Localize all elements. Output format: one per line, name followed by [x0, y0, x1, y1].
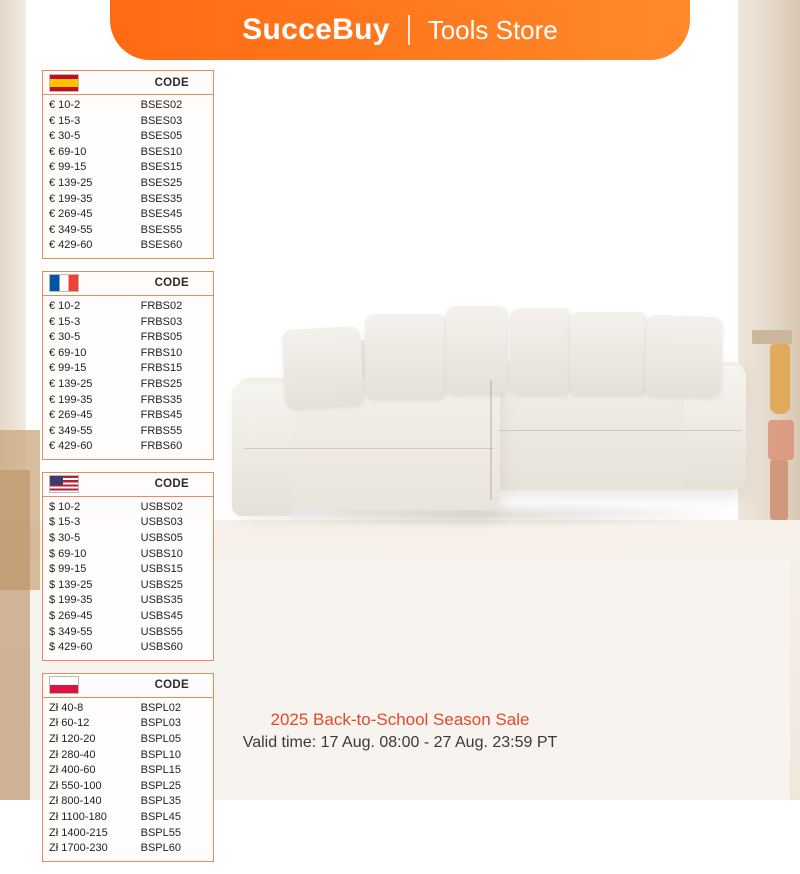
coupon-row	[43, 578, 213, 594]
coupon-amount: € 139-25	[49, 377, 93, 390]
coupon-code: BSES02	[140, 99, 183, 111]
coupon-code: USBS25	[140, 578, 183, 591]
coupon-amount: Zł 280-40	[49, 748, 96, 761]
coupon-amount: € 269-45	[49, 208, 93, 221]
sale-valid-time: Valid time: 17 Aug. 08:00 - 27 Aug. 23:59 PT	[242, 734, 558, 751]
coupon-code: FRBS25	[140, 377, 183, 390]
coupon-code: USBS05	[140, 532, 183, 545]
coupon-code: BSPL45	[140, 810, 181, 823]
coupon-code: FRBS15	[140, 362, 183, 375]
coupon-code: BSPL10	[140, 748, 181, 761]
coupon-amount: Zł 550-100	[49, 779, 102, 792]
header-divider	[408, 15, 410, 45]
coupon-amount: € 30-5	[49, 130, 81, 143]
coupon-code: BSES03	[140, 114, 183, 127]
coupon-rows	[43, 95, 213, 258]
coupon-tables-column	[42, 70, 214, 874]
coupon-amount: $ 199-35	[49, 594, 93, 607]
coupon-amount: € 69-10	[49, 346, 87, 359]
coupon-row	[43, 593, 213, 609]
coupon-amount: € 15-3	[49, 114, 81, 127]
coupon-row	[43, 223, 213, 239]
coupon-amount: € 99-15	[49, 161, 87, 174]
coupon-row	[43, 779, 213, 795]
coupon-row	[43, 439, 213, 455]
coupon-row	[43, 129, 213, 145]
flag-usa-icon	[49, 475, 79, 493]
coupon-code: FRBS55	[140, 424, 183, 437]
coupon-row	[43, 114, 213, 130]
sofa-cushion	[446, 306, 508, 394]
coupon-amount: Zł 1700-230	[49, 842, 108, 855]
coupon-amount: Zł 400-60	[49, 764, 96, 777]
coupon-row	[43, 810, 213, 826]
flag-france-icon	[49, 274, 79, 292]
coupon-amount: $ 349-55	[49, 625, 93, 638]
sofa-seam	[490, 380, 492, 500]
coupon-amount: $ 269-45	[49, 610, 93, 623]
coupon-row	[43, 500, 213, 516]
background-decor-vase-icon	[770, 344, 790, 414]
coupon-row	[43, 625, 213, 641]
coupon-code: FRBS35	[140, 393, 183, 406]
coupon-row	[43, 346, 213, 362]
coupon-row	[43, 192, 213, 208]
coupon-row	[43, 763, 213, 779]
coupon-code: USBS02	[140, 500, 183, 513]
coupon-row	[43, 98, 213, 114]
coupon-amount: € 30-5	[49, 331, 81, 344]
header-banner	[110, 0, 690, 60]
coupon-row	[43, 424, 213, 440]
coupon-amount: € 269-45	[49, 409, 93, 422]
coupon-row	[43, 562, 213, 578]
coupon-row	[43, 408, 213, 424]
coupon-row	[43, 207, 213, 223]
coupon-code: FRBS45	[140, 409, 183, 422]
coupon-table-header	[43, 674, 213, 698]
coupon-amount: $ 99-15	[49, 563, 87, 576]
coupon-amount: € 99-15	[49, 362, 87, 375]
coupon-code: BSPL60	[140, 842, 181, 855]
sofa-cushion	[645, 315, 724, 398]
coupon-rows	[43, 497, 213, 660]
sofa-seam	[244, 448, 494, 449]
coupon-amount: $ 15-3	[49, 516, 81, 529]
coupon-code: FRBS05	[140, 331, 183, 344]
coupon-row	[43, 826, 213, 842]
coupon-code-header: CODE	[154, 277, 189, 290]
coupon-code: FRBS60	[140, 440, 183, 453]
flag-poland-icon	[49, 676, 79, 694]
coupon-code: FRBS02	[140, 299, 183, 312]
coupon-code: BSES35	[140, 192, 183, 205]
background-shelf	[752, 330, 792, 344]
coupon-code: BSPL15	[140, 764, 181, 777]
sofa-seam	[498, 430, 742, 431]
coupon-row	[43, 145, 213, 161]
coupon-amount: Zł 800-140	[49, 795, 102, 808]
coupon-code: BSPL25	[140, 779, 181, 792]
flag-spain-icon	[49, 74, 79, 92]
coupon-table-header	[43, 71, 213, 95]
coupon-row	[43, 609, 213, 625]
coupon-code: BSES60	[140, 239, 183, 252]
coupon-amount: € 10-2	[49, 299, 81, 312]
coupon-code: BSPL02	[140, 701, 181, 714]
background-decor-bottle-icon	[770, 460, 788, 520]
coupon-code: BSPL55	[140, 826, 181, 839]
coupon-row	[43, 794, 213, 810]
coupon-amount: € 139-25	[49, 176, 93, 189]
coupon-code: USBS15	[140, 563, 183, 576]
coupon-amount: € 10-2	[49, 99, 81, 111]
coupon-table-poland	[42, 673, 214, 862]
product-image-sofa	[232, 280, 752, 540]
coupon-code: USBS10	[140, 547, 183, 560]
coupon-code: BSES55	[140, 223, 183, 236]
coupon-code: BSES05	[140, 130, 183, 143]
coupon-rows	[43, 296, 213, 459]
coupon-amount: € 349-55	[49, 223, 93, 236]
coupon-row	[43, 531, 213, 547]
coupon-row	[43, 160, 213, 176]
coupon-amount: Zł 1100-180	[49, 810, 107, 823]
coupon-code-header: CODE	[154, 679, 189, 692]
sofa-arm-left	[232, 384, 294, 516]
coupon-amount: € 429-60	[49, 239, 93, 252]
coupon-code: BSES15	[140, 161, 183, 174]
coupon-table-spain	[42, 70, 214, 259]
coupon-amount: $ 139-25	[49, 578, 93, 591]
coupon-code: USBS60	[140, 641, 183, 654]
sofa-cushion	[510, 308, 572, 394]
coupon-row	[43, 299, 213, 315]
coupon-code: USBS55	[140, 625, 183, 638]
coupon-amount: € 429-60	[49, 440, 93, 453]
coupon-amount: Zł 120-20	[49, 733, 96, 745]
coupon-amount: Zł 60-12	[49, 717, 90, 730]
coupon-amount: € 199-35	[49, 192, 93, 205]
background-decor-box-icon	[768, 420, 794, 460]
coupon-amount: Zł 40-8	[49, 701, 84, 714]
coupon-code: BSES10	[140, 145, 183, 158]
coupon-code: BSPL03	[140, 717, 181, 730]
coupon-amount: $ 30-5	[49, 532, 81, 545]
sofa-cushion	[570, 312, 648, 394]
coupon-row	[43, 377, 213, 393]
background-left-wall	[0, 0, 26, 470]
sofa-cushion	[365, 314, 447, 398]
coupon-code: FRBS03	[140, 315, 183, 328]
coupon-row	[43, 547, 213, 563]
coupon-code: USBS03	[140, 516, 183, 529]
sofa-cushion	[282, 326, 364, 408]
coupon-code-header: CODE	[154, 478, 189, 491]
coupon-code: USBS45	[140, 610, 183, 623]
coupon-amount: $ 10-2	[49, 500, 81, 513]
store-name-text: Tools Store	[427, 14, 558, 45]
coupon-row	[43, 330, 213, 346]
coupon-amount: Zł 1400-215	[49, 826, 108, 839]
coupon-row	[43, 515, 213, 531]
coupon-table-usa	[42, 472, 214, 661]
coupon-table-header	[43, 272, 213, 296]
brand-logo-text: SucceBuy	[242, 13, 390, 46]
coupon-code: BSPL35	[140, 795, 181, 808]
coupon-row	[43, 841, 213, 857]
coupon-amount: € 69-10	[49, 145, 87, 158]
coupon-row	[43, 361, 213, 377]
coupon-amount: € 349-55	[49, 424, 93, 437]
coupon-code: BSES25	[140, 176, 183, 189]
coupon-row	[43, 238, 213, 254]
sale-title: 2025 Back-to-School Season Sale	[270, 710, 530, 729]
coupon-code-header: CODE	[154, 76, 189, 89]
coupon-amount: € 199-35	[49, 393, 93, 406]
sale-footer	[0, 710, 800, 752]
coupon-table-france	[42, 271, 214, 460]
coupon-amount: $ 69-10	[49, 547, 87, 560]
coupon-row	[43, 176, 213, 192]
coupon-row	[43, 640, 213, 656]
coupon-row	[43, 315, 213, 331]
coupon-table-header	[43, 473, 213, 497]
coupon-code: USBS35	[140, 594, 183, 607]
coupon-code: BSES45	[140, 208, 183, 221]
coupon-amount: $ 429-60	[49, 641, 93, 654]
coupon-row	[43, 393, 213, 409]
coupon-code: BSPL05	[140, 733, 181, 745]
coupon-amount: € 15-3	[49, 315, 81, 328]
coupon-code: FRBS10	[140, 346, 183, 359]
